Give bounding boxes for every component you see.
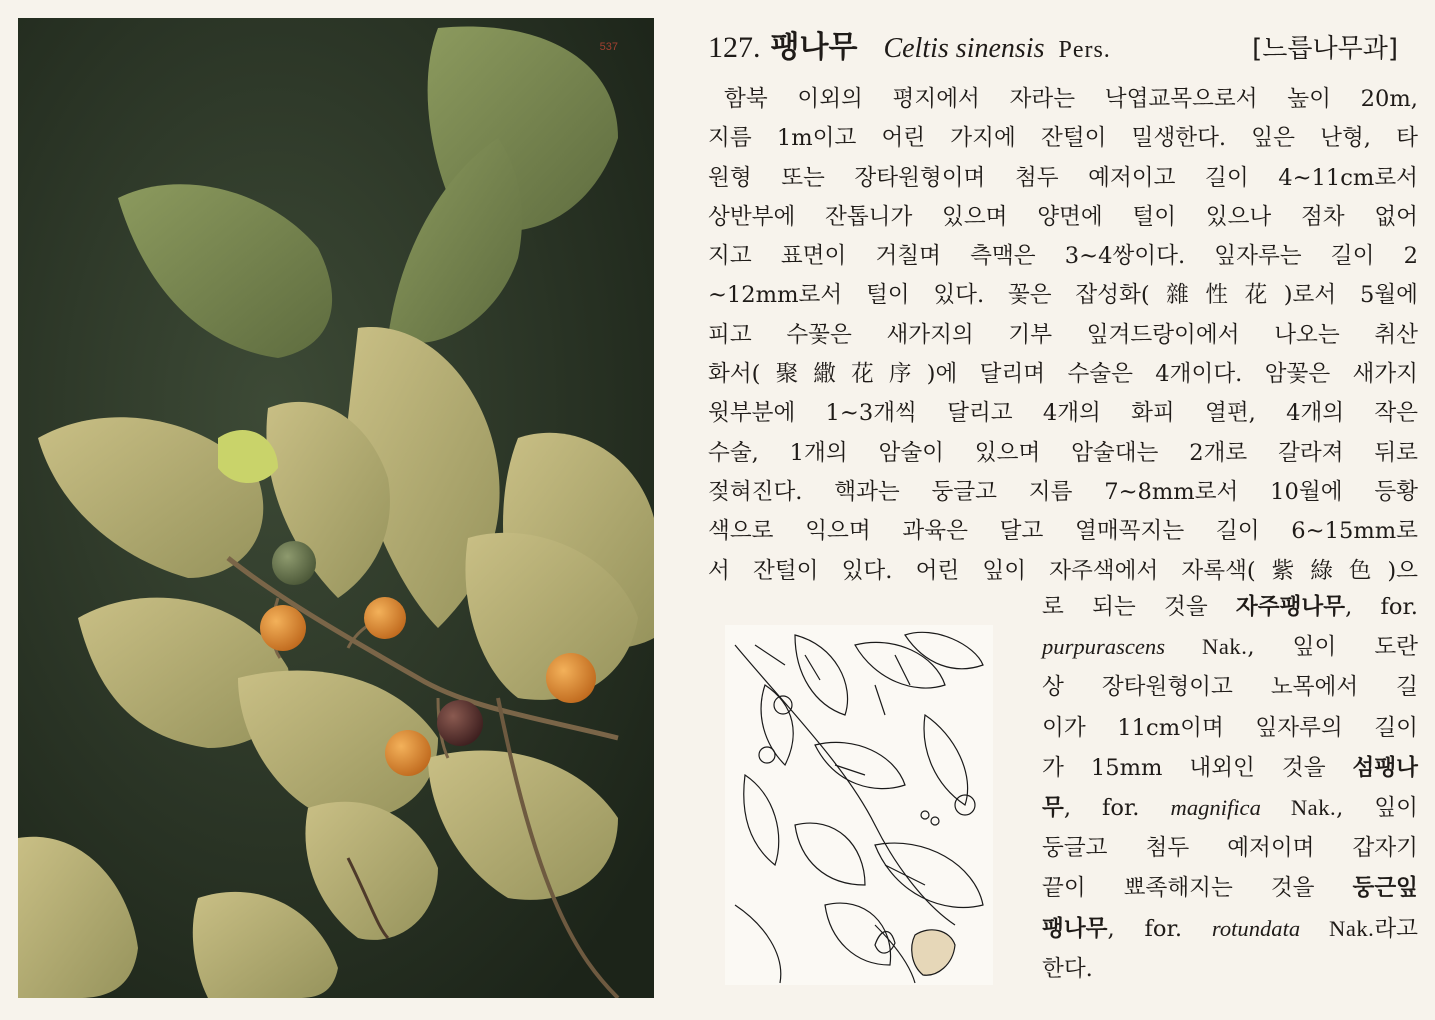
variety-line: 상 장타원형이고 노목에서 길 xyxy=(1042,674,1418,701)
description-line: 지고 표면이 거칠며 측맥은 3~4쌍이다. 잎자루는 길이 2 xyxy=(708,243,1418,270)
description-line: 원형 또는 장타원형이며 첨두 예저이고 길이 4~11cm로서 xyxy=(708,164,1418,191)
variety-line: 이가 11cm이며 잎자루의 길이 xyxy=(1042,714,1418,741)
description-line: 윗부분에 1~3개씩 달리고 4개의 화피 열편, 4개의 작은 xyxy=(708,400,1418,427)
variety-line: 둥글고 첨두 예저이며 갑자기 xyxy=(1042,835,1418,862)
variety-name: 자주팽나무 xyxy=(1235,594,1346,620)
description-line: 화서(聚繖花序)에 달리며 수술은 4개이다. 암꽃은 새가지 xyxy=(708,361,1418,388)
plant-photo xyxy=(18,18,654,998)
korean-name: 팽나무 xyxy=(770,30,858,65)
variety-line: 가 15mm 내외인 것을 섬팽나 xyxy=(1042,754,1418,781)
description-line: 지름 1m이고 어린 가지에 잔털이 밀생한다. 잎은 난형, 타 xyxy=(708,125,1418,152)
description-line: 색으로 익으며 과육은 달고 열매꼭지는 길이 6~15mm로 xyxy=(708,518,1418,545)
entry-header xyxy=(708,22,1398,70)
scientific-name: Celtis sinensis xyxy=(883,33,1045,64)
description-line: 상반부에 잔톱니가 있으며 양면에 털이 있으나 점차 없어 xyxy=(708,203,1418,230)
variety-line: 무, for. magnifica Nak., 잎이 xyxy=(1042,794,1418,821)
photo-stamp: 537 xyxy=(599,41,618,53)
description-line: 피고 수꽃은 새가지의 기부 잎겨드랑이에서 나오는 취산 xyxy=(708,321,1418,348)
description-line: 서 잔털이 있다. 어린 잎이 자주색에서 자록색(紫綠色)으 xyxy=(708,557,1418,584)
variety-line: 한다. xyxy=(1042,955,1093,982)
variety-line: 로 되는 것을 자주팽나무, for. xyxy=(1042,594,1418,620)
description-line: 젖혀진다. 핵과는 둥글고 지름 7~8mm로서 10월에 등황 xyxy=(708,478,1418,505)
variety-name: 섬팽나 xyxy=(1352,754,1418,781)
botanical-illustration xyxy=(725,625,993,985)
description-line: ~12mm로서 털이 있다. 꽃은 잡성화(雜性花)로서 5월에 xyxy=(708,282,1418,309)
variety-line: 끝이 뾰족해지는 것을 둥근잎 xyxy=(1042,875,1418,902)
entry-number: 127. xyxy=(708,31,761,64)
description-line: 수술, 1개의 암술이 있으며 암술대는 2개로 갈라져 뒤로 xyxy=(708,439,1418,466)
description-text xyxy=(708,80,1418,591)
variety-line: purpurascens Nak., 잎이 도란 xyxy=(1042,634,1418,661)
variety-name: 둥근잎 xyxy=(1352,875,1418,902)
author-name: Pers. xyxy=(1058,37,1111,63)
variety-text xyxy=(1042,587,1418,989)
variety-line: 팽나무, for. rotundata Nak.라고 xyxy=(1042,915,1418,942)
description-line: 함북 이외의 평지에서 자라는 낙엽교목으로서 높이 20m, xyxy=(724,86,1418,112)
family-name: [느릅나무과] xyxy=(1252,34,1398,64)
